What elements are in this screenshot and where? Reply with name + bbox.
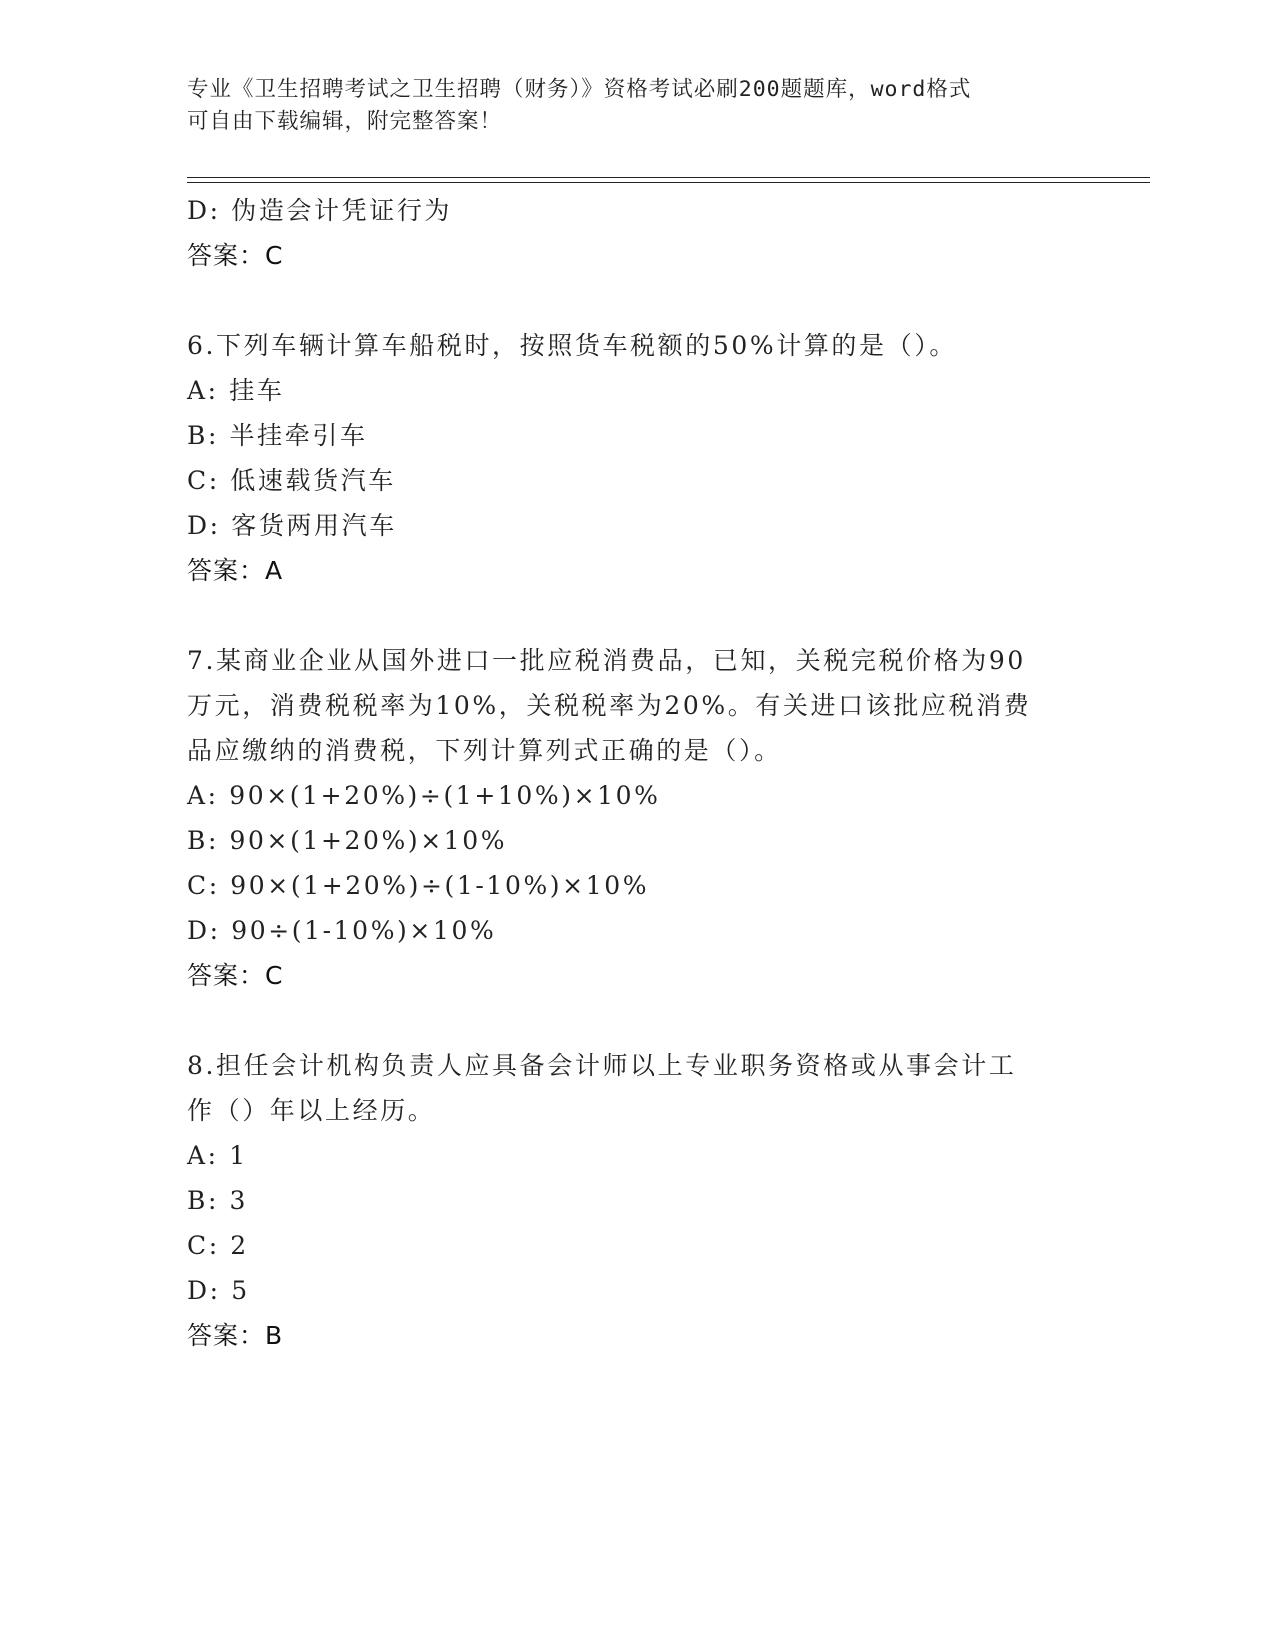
question-7 <box>187 638 1087 998</box>
q7-option-d: D: 90÷(1-10%)×10% <box>187 916 497 945</box>
q8-stem-line-2: 作（）年以上经历。 <box>187 1096 436 1125</box>
header-title-line-1: 专业《卫生招聘考试之卫生招聘（财务）》资格考试必刷200题题库，word格式 <box>187 77 972 102</box>
q6-option-d: D: 客货两用汽车 <box>187 511 397 540</box>
q7-answer: 答案：C <box>187 961 284 990</box>
q8-option-a: A: 1 <box>187 1141 248 1170</box>
q5-answer: 答案：C <box>187 241 284 270</box>
q8-option-c: C: 2 <box>187 1231 249 1260</box>
q6-stem-line: 6.下列车辆计算车船税时，按照货车税额的50%计算的是（）。 <box>187 331 957 360</box>
q8-option-d: D: 5 <box>187 1276 250 1305</box>
q7-stem-line-3: 品应缴纳的消费税，下列计算列式正确的是（）。 <box>187 736 782 765</box>
document-header <box>187 74 1087 138</box>
q6-option-a: A: 挂车 <box>187 376 285 405</box>
q8-option-b: B: 3 <box>187 1186 249 1215</box>
q8-stem-line-1: 8.担任会计机构负责人应具备会计师以上专业职务资格或从事会计工 <box>187 1051 1017 1080</box>
q8-stem <box>187 1043 1087 1133</box>
header-divider-bottom <box>187 182 1150 183</box>
q7-option-c: C: 90×(1+20%)÷(1-10%)×10% <box>187 871 650 900</box>
q7-stem-line-2: 万元，消费税税率为10%，关税税率为20%。有关进口该批应税消费 <box>187 691 1032 720</box>
q7-option-b: B: 90×(1+20%)×10% <box>187 826 508 855</box>
q6-stem <box>187 323 1087 368</box>
q5-option-d: D: 伪造会计凭证行为 <box>187 196 453 225</box>
question-content <box>187 188 1087 1358</box>
q7-stem-line-1: 7.某商业企业从国外进口一批应税消费品，已知，关税完税价格为90 <box>187 646 1026 675</box>
question-8 <box>187 1043 1087 1358</box>
q6-option-c: C: 低速载货汽车 <box>187 466 396 495</box>
spacer <box>187 998 1087 1043</box>
q7-option-a: A: 90×(1+20%)÷(1+10%)×10% <box>187 781 661 810</box>
spacer <box>187 278 1087 323</box>
spacer <box>187 593 1087 638</box>
header-divider-top <box>187 177 1150 178</box>
q8-answer: 答案：B <box>187 1321 284 1350</box>
header-title-line-2: 可自由下载编辑，附完整答案！ <box>187 109 503 134</box>
q6-answer: 答案：A <box>187 556 284 585</box>
question-6 <box>187 323 1087 593</box>
q6-option-b: B: 半挂牵引车 <box>187 421 368 450</box>
q7-stem <box>187 638 1087 773</box>
question-5-tail <box>187 188 1087 278</box>
